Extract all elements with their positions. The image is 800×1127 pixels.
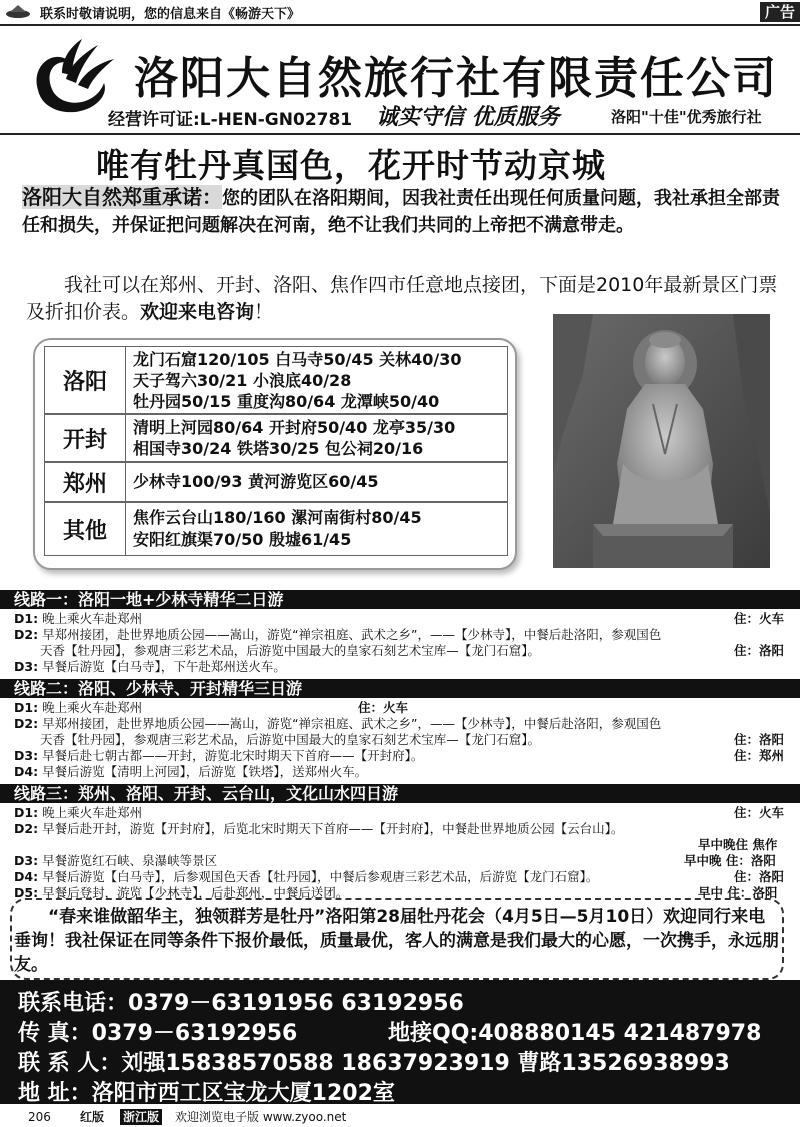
day-text: 早餐游览红石峡、泉瀑峡等景区 [42, 853, 218, 868]
day-label: D1: [14, 611, 39, 626]
route-day [14, 853, 217, 869]
day-label: D4: [14, 869, 39, 884]
intro-call: 欢迎来电咨询 [140, 301, 255, 323]
phone-label: 联系电话： [18, 991, 129, 1016]
ticket-line: 天子驾六30/21 小浪底40/28 [133, 371, 352, 390]
company-name: 洛阳大自然旅行社有限责任公司 [134, 53, 778, 104]
header-divider [0, 133, 800, 135]
day-stay: 住：洛阳 [734, 732, 785, 747]
headline: 唯有牡丹真国色，花开时节动京城 [96, 146, 606, 185]
day-text: 天香【牡丹园】，参观唐三彩艺术品，后游览中国最大的皇家石刻艺术宝库—【龙门石窟】。 [40, 643, 541, 658]
website-link[interactable]: 欢迎浏览电子版 www.zyoo.net [175, 1110, 347, 1124]
ticket-price-box [33, 338, 517, 570]
contact-address [18, 1076, 395, 1107]
ticket-city: 洛阳 [45, 347, 126, 413]
qq-number: 408880145 421487978 [478, 1021, 762, 1046]
fax-label: 传 真： [18, 1021, 92, 1046]
ticket-items [133, 349, 462, 412]
day-stay: 住：洛阳 [734, 869, 785, 884]
day-stay: 早中 住：洛阳 [698, 885, 778, 900]
route-day [40, 732, 540, 748]
buddha-statue-photo [553, 314, 770, 568]
day-label: D2: [14, 716, 39, 731]
day-stay: 早中晚住 焦作 [698, 837, 778, 852]
contact-person [18, 1046, 730, 1077]
ad-badge: 广告 [760, 2, 800, 22]
ticket-line: 龙门石窟120/105 白马寺50/45 关林40/30 [133, 350, 462, 369]
region-badge: 浙江版 [120, 1109, 162, 1125]
route-1-title: 线路一：洛阳一地+少林寺精华二日游 [0, 590, 800, 609]
page-number: 206 [28, 1110, 51, 1124]
route-day [14, 805, 142, 821]
route-day [14, 716, 661, 732]
day-label: D3: [14, 659, 39, 674]
ticket-row-zhengzhou [44, 462, 508, 502]
source-note: 联系时敬请说明，您的信息来自《畅游天下》 [40, 7, 301, 22]
ticket-row-other [44, 502, 508, 556]
route-2-title: 线路二：洛阳、少林寺、开封精华三日游 [0, 679, 800, 698]
ticket-city: 郑州 [45, 463, 126, 501]
route-day [14, 627, 661, 643]
route-day [14, 764, 367, 780]
ticket-items [133, 471, 378, 492]
day-text: 早郑州接团，赴世界地质公园——嵩山，游览“禅宗祖庭、武术之乡”，——【少林寺】，中餐后赴洛阳，参观国色 [42, 627, 662, 642]
route-day [40, 643, 540, 659]
day-label: D2: [14, 627, 39, 642]
route-day [14, 611, 142, 627]
slogan: 诚实守信 优质服务 [376, 105, 560, 130]
top-bar [0, 0, 800, 26]
license-number: 经营许可证:L-HEN-GN02781 [108, 110, 353, 130]
company-logo-icon [26, 35, 122, 115]
address-text: 洛阳市西工区宝龙大厦1202室 [91, 1081, 395, 1106]
day-text: 早餐后赴开封，游览【开封府】，后览北宋时期天下首府——【开封府】，中餐赴世界地质公园【云台山】。 [42, 821, 624, 836]
day-text: 晚上乘火车赴郑州 [42, 700, 143, 715]
phone-number: 0379－63191956 63192956 [128, 991, 464, 1016]
day-text: 早餐后登封，游览【少林寺】，后赴郑州，中餐后送团。 [42, 885, 349, 900]
day-label: D5: [14, 885, 39, 900]
route-day [14, 821, 623, 837]
day-stay: 住：郑州 [734, 748, 785, 763]
day-label: D1: [14, 805, 39, 820]
award-text: 洛阳"十佳"优秀旅行社 [611, 108, 762, 126]
edition-label: 红版 [80, 1110, 105, 1124]
page-footer [0, 1107, 800, 1127]
contact-phone [18, 986, 464, 1017]
ticket-line: 清明上河园80/64 开封府50/40 龙亭35/30 [133, 418, 456, 437]
ticket-line: 焦作云台山180/160 漯河南街村80/45 [133, 508, 422, 527]
day-stay: 住：火车 [734, 805, 785, 820]
promise-paragraph [22, 184, 782, 239]
promise-label: 洛阳大自然郑重承诺： [22, 185, 222, 209]
day-label: D4: [14, 764, 39, 779]
person-label: 联 系 人： [18, 1051, 122, 1076]
ticket-items [133, 417, 455, 459]
day-label: D3: [14, 853, 39, 868]
ticket-line: 安阳红旗渠70/50 殷墟61/45 [133, 530, 352, 549]
route-3-title: 线路三：郑州、洛阳、开封、云台山，文化山水四日游 [0, 784, 800, 803]
qq-label: 地接QQ: [388, 1021, 479, 1046]
ticket-city: 其他 [45, 503, 126, 555]
person-phones: 刘强15838570588 18637923919 曹路13526938993 [121, 1051, 730, 1076]
day-text: 晚上乘火车赴郑州 [42, 611, 143, 626]
ticket-city: 开封 [45, 415, 126, 461]
route-day [14, 659, 286, 675]
day-stay: 住：火车 [358, 700, 409, 715]
ticket-row-kaifeng [44, 414, 508, 462]
contact-fax [18, 1016, 297, 1047]
day-stay: 住：火车 [734, 611, 785, 626]
day-text: 晚上乘火车赴郑州 [42, 805, 143, 820]
ticket-line: 少林寺100/93 黄河游览区60/45 [133, 472, 379, 491]
ticket-line: 牡丹园50/15 重度沟80/64 龙潭峡50/40 [133, 392, 440, 411]
day-text: 天香【牡丹园】，参观唐三彩艺术品，后游览中国最大的皇家石刻艺术宝库—【龙门石窟】。 [40, 732, 541, 747]
day-text: 早餐后游览【白马寺】，后参观国色天香【牡丹园】，中餐后参观唐三彩艺术品，后游览【龙门石窟】。 [42, 869, 599, 884]
day-text: 早餐后游览【白马寺】，下午赴郑州送火车。 [42, 659, 286, 674]
intro-text: 我社可以在郑州、开封、洛阳、焦作四市任意地点接团，下面是2010年最新景区门票及折扣价表。 [26, 274, 778, 323]
ticket-items [133, 507, 422, 551]
contact-panel [0, 980, 800, 1104]
day-text: 早餐后游览【清明上河园】，后游览【铁塔】，送郑州火车。 [42, 764, 368, 779]
intro-end: ！ [254, 301, 274, 323]
route-day [14, 869, 598, 885]
magazine-logo-icon [4, 3, 32, 20]
ticket-row-luoyang [44, 346, 508, 414]
day-label: D2: [14, 821, 39, 836]
fax-number: 0379－63192956 [91, 1021, 298, 1046]
day-text: 早餐后赴七朝古都——开封，游览北宋时期天下首府——【开封府】。 [42, 748, 424, 763]
day-label: D3: [14, 748, 39, 763]
route-day [14, 748, 423, 764]
address-label: 地 址： [18, 1081, 92, 1106]
promise-text: 您的团队在洛阳期间，因我社责任出现任何质量问题，我社承担全部责任和损失，并保证把问题解决在河南，绝不让我们共同的上帝把不满意带走。 [22, 188, 780, 236]
route-day [14, 700, 142, 716]
day-stay: 早中晚 住：洛阳 [684, 853, 776, 868]
day-stay: 住：洛阳 [734, 643, 785, 658]
contact-qq [388, 1016, 761, 1047]
day-text: 早郑州接团，赴世界地质公园——嵩山，游览“禅宗祖庭、武术之乡”，——【少林寺】，中餐后赴洛阳，参观国色 [42, 716, 662, 731]
day-label: D1: [14, 700, 39, 715]
ticket-line: 相国寺30/24 铁塔30/25 包公祠20/16 [133, 439, 424, 458]
promo-text: “春来谁做韶华主，独领群芳是牡丹”洛阳第28届牡丹花会（4月5日—5月10日）欢迎同行来电垂询！我社保证在同等条件下报价最低，质量最优，客人的满意是我们最大的心愿，一次携手，永远朋友。 [14, 907, 779, 975]
